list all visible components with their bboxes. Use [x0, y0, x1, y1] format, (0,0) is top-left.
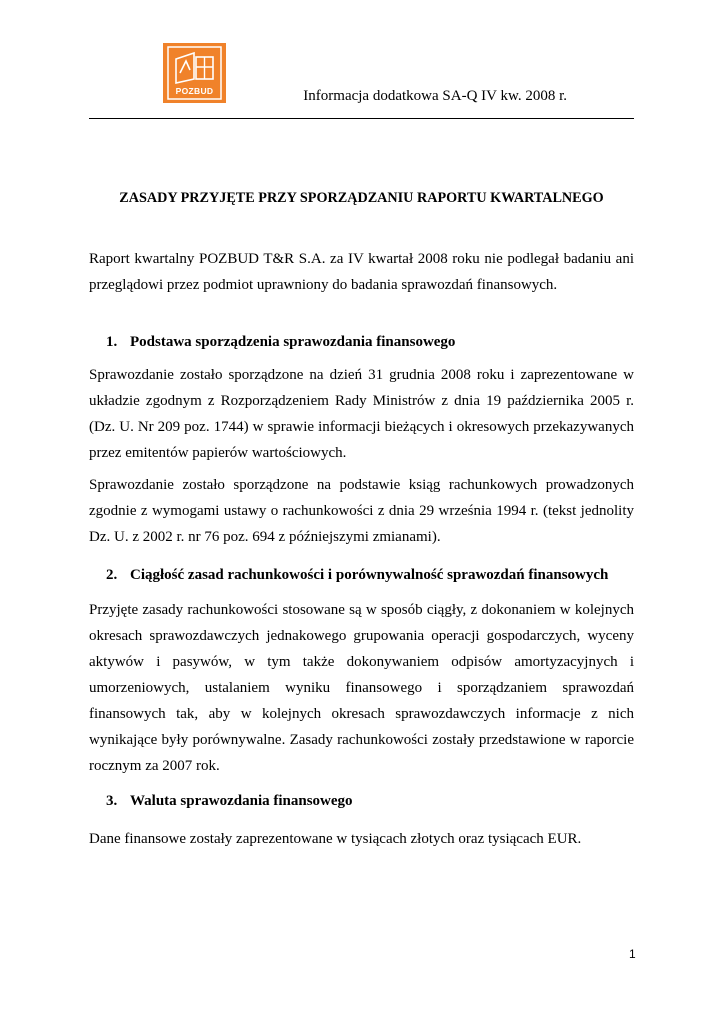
header-divider [89, 118, 634, 119]
header-info: Informacja dodatkowa SA-Q IV kw. 2008 r. [303, 88, 567, 104]
section-number: 2. [106, 567, 118, 583]
section-title: Ciągłość zasad rachunkowości i porównywalność sprawozdań finansowych [130, 567, 609, 583]
section-number: 3. [106, 793, 118, 809]
section-3-paragraph-1: Dane finansowe zostały zaprezentowane w tysiącach złotych oraz tysiącach EUR. [89, 831, 582, 847]
section-1-paragraph-2: Sprawozdanie zostało sporządzone na podstawie ksiąg rachunkowych prowadzonych zgodnie z wymogami ustawy o rachunkowości z dnia 29 września 1994 r. (tekst jednolity Dz. U. z 2002 r. nr 76 poz. 694 z późniejszymi zmianami). [89, 477, 634, 545]
section-title: Podstawa sporządzenia sprawozdania finansowego [130, 334, 456, 350]
section-number: 1. [106, 334, 118, 350]
section-heading-1 [106, 332, 455, 352]
section-heading-3 [106, 791, 353, 811]
company-logo [163, 43, 226, 103]
section-2-paragraph-1: Przyjęte zasady rachunkowości stosowane są w sposób ciągły, z dokonaniem w kolejnych okresach sprawozdawczych jednakowego grupowania operacji gospodarczych, wyceny aktywów i pasywów, w tym także dokonywaniem odpisów amortyzacyjnych i umorzeniowych, ustalaniem wyniku finansowego i sporządzaniem sprawozdań finansowych tak, aby w kolejnych okresach sprawozdawczych informacje z nich wynikające były porównywalne. Zasady rachunkowości zostały przedstawione w raporcie rocznym za 2007 rok. [89, 602, 634, 774]
section-title: Waluta sprawozdania finansowego [130, 793, 353, 809]
page-number: 1 [629, 947, 636, 961]
section-1-paragraph-1: Sprawozdanie zostało sporządzone na dzień 31 grudnia 2008 roku i zaprezentowane w układzie zgodnym z Rozporządzeniem Rady Ministrów z dnia 19 października 2005 r. (Dz. U. Nr 209 poz. 1744) w sprawie informacji bieżących i okresowych przekazywanych przez emitentów papierów wartościowych. [89, 367, 634, 461]
logo-text: POZBUD [175, 86, 214, 96]
intro-paragraph: Raport kwartalny POZBUD T&R S.A. za IV kwartał 2008 roku nie podlegał badaniu ani przeglądowi przez podmiot uprawniony do badania sprawozdań finansowych. [89, 251, 634, 293]
section-heading-2 [106, 565, 608, 585]
page-title: ZASADY PRZYJĘTE PRZY SPORZĄDZANIU RAPORTU KWARTALNEGO [119, 190, 604, 206]
